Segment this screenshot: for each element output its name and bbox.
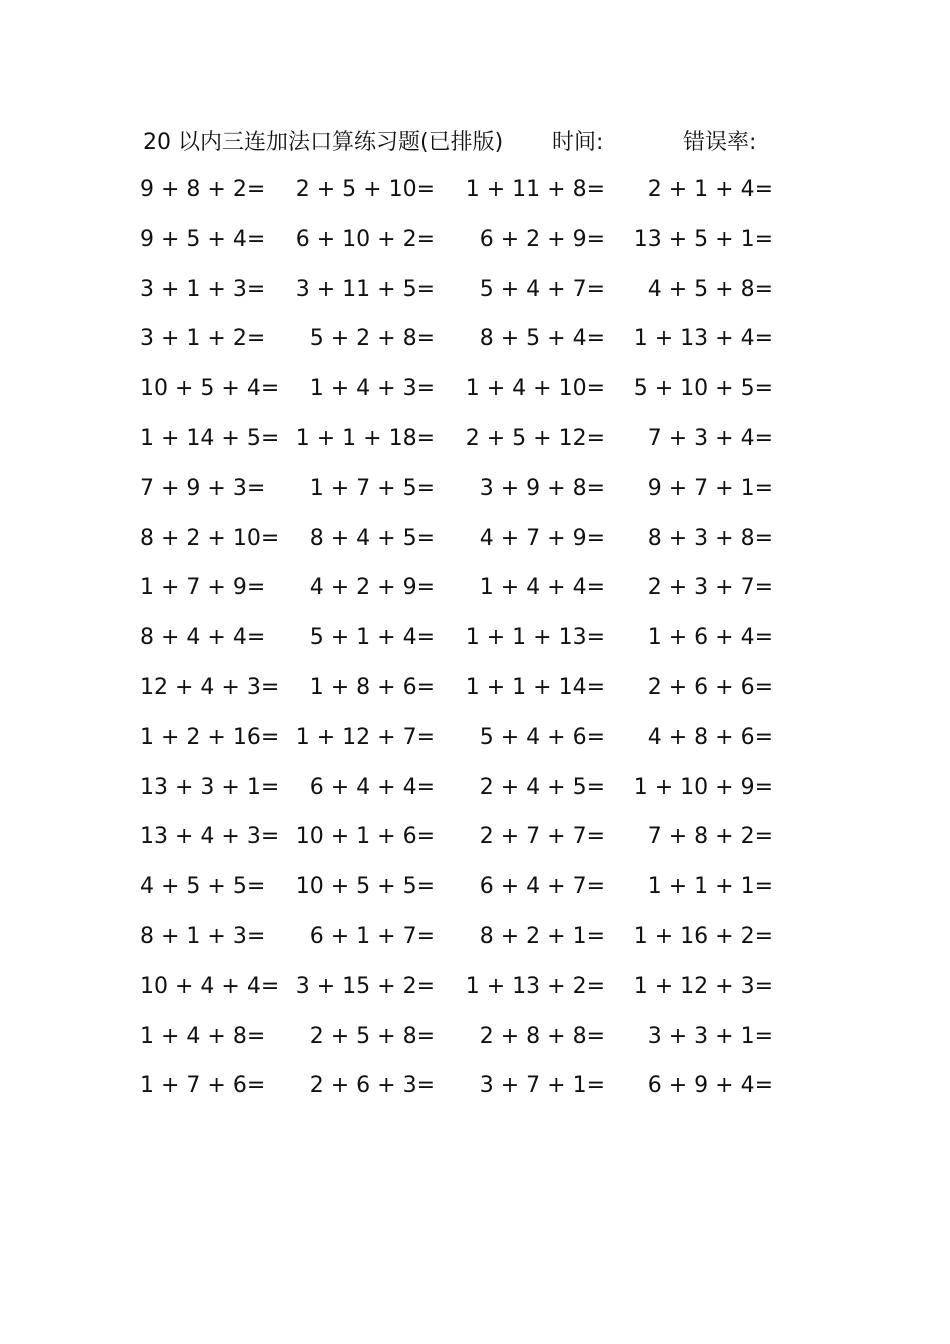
worksheet-title: 20 以内三连加法口算练习题(已排版): [143, 130, 504, 155]
problem-item: 9 + 7 + 1=: [647, 475, 773, 501]
problem-item: 6 + 9 + 4=: [647, 1073, 773, 1099]
problem-item: 2 + 6 + 3=: [309, 1073, 435, 1099]
problem-item: 1 + 4 + 8=: [140, 1023, 266, 1049]
problem-item: 1 + 2 + 16=: [140, 724, 280, 750]
problem-item: 2 + 6 + 6=: [647, 674, 773, 700]
problem-item: 1 + 10 + 9=: [633, 774, 773, 800]
problem-item: 6 + 1 + 7=: [309, 923, 435, 949]
problem-item: 10 + 5 + 4=: [140, 376, 280, 402]
problem-item: 5 + 2 + 8=: [309, 326, 435, 352]
problem-item: 8 + 4 + 4=: [140, 625, 266, 651]
problem-item: 2 + 3 + 7=: [647, 575, 773, 601]
problem-item: 5 + 1 + 4=: [309, 625, 435, 651]
problem-item: 1 + 11 + 8=: [465, 177, 605, 202]
problem-item: 4 + 5 + 8=: [647, 276, 773, 302]
problem-row: [140, 521, 780, 571]
problem-item: 8 + 4 + 5=: [309, 525, 435, 551]
problem-item: 3 + 3 + 1=: [647, 1023, 773, 1049]
problem-item: 4 + 2 + 9=: [309, 575, 435, 601]
problem-item: 13 + 4 + 3=: [140, 824, 280, 850]
problem-item: 3 + 11 + 5=: [295, 276, 435, 302]
problem-item: 1 + 7 + 5=: [309, 475, 435, 501]
problem-item: 4 + 8 + 6=: [647, 724, 773, 750]
problem-item: 1 + 8 + 6=: [309, 674, 435, 700]
problem-row: [140, 1019, 780, 1069]
problem-row: [140, 172, 780, 222]
problem-item: 7 + 3 + 4=: [647, 425, 773, 451]
problem-item: 2 + 4 + 5=: [479, 774, 605, 800]
problem-item: 1 + 12 + 7=: [295, 724, 435, 750]
problem-item: 3 + 1 + 2=: [140, 326, 266, 352]
problem-item: 3 + 7 + 1=: [479, 1073, 605, 1099]
problem-item: 2 + 8 + 8=: [479, 1023, 605, 1049]
problem-item: 2 + 5 + 8=: [309, 1023, 435, 1049]
problem-item: 5 + 10 + 5=: [633, 376, 773, 402]
problem-row: [140, 570, 780, 620]
problem-item: 3 + 9 + 8=: [479, 475, 605, 501]
problem-item: 1 + 7 + 6=: [140, 1073, 266, 1099]
problem-item: 8 + 2 + 10=: [140, 525, 280, 551]
problem-item: 1 + 4 + 4=: [479, 575, 605, 601]
problem-row: [140, 620, 780, 670]
problem-item: 2 + 5 + 10=: [295, 177, 435, 202]
problem-item: 1 + 14 + 5=: [140, 425, 280, 451]
problem-item: 3 + 15 + 2=: [295, 973, 435, 999]
problem-item: 1 + 1 + 18=: [295, 425, 435, 451]
problem-item: 10 + 1 + 6=: [295, 824, 435, 850]
problem-row: [140, 869, 780, 919]
problem-item: 1 + 13 + 2=: [465, 973, 605, 999]
problem-item: 6 + 4 + 4=: [309, 774, 435, 800]
problem-item: 5 + 4 + 7=: [479, 276, 605, 302]
problem-row: [140, 321, 780, 371]
problem-item: 12 + 4 + 3=: [140, 674, 280, 700]
problem-item: 1 + 1 + 13=: [465, 625, 605, 651]
problem-item: 8 + 3 + 8=: [647, 525, 773, 551]
problem-item: 10 + 4 + 4=: [140, 973, 280, 999]
problem-item: 6 + 4 + 7=: [479, 874, 605, 900]
problem-item: 10 + 5 + 5=: [295, 874, 435, 900]
problem-item: 7 + 9 + 3=: [140, 475, 266, 501]
problem-item: 6 + 2 + 9=: [479, 226, 605, 252]
problem-item: 2 + 1 + 4=: [647, 177, 773, 202]
problem-row: [140, 720, 780, 770]
problem-item: 4 + 5 + 5=: [140, 874, 266, 900]
problem-item: 2 + 7 + 7=: [479, 824, 605, 850]
problem-item: 9 + 8 + 2=: [140, 177, 266, 202]
problem-row: [140, 770, 780, 820]
problem-item: 1 + 7 + 9=: [140, 575, 266, 601]
problem-item: 1 + 13 + 4=: [633, 326, 773, 352]
problem-row: [140, 670, 780, 720]
problem-row: [140, 471, 780, 521]
error-rate-label: 错误率:: [683, 130, 757, 155]
problem-row: [140, 272, 780, 322]
problem-grid: [140, 172, 780, 1118]
problem-item: 8 + 5 + 4=: [479, 326, 605, 352]
problem-item: 1 + 4 + 3=: [309, 376, 435, 402]
problem-item: 1 + 4 + 10=: [465, 376, 605, 402]
problem-item: 1 + 1 + 1=: [647, 874, 773, 900]
problem-item: 8 + 2 + 1=: [479, 923, 605, 949]
problem-item: 13 + 5 + 1=: [633, 226, 773, 252]
problem-item: 3 + 1 + 3=: [140, 276, 266, 302]
time-label: 时间:: [552, 130, 604, 155]
problem-item: 7 + 8 + 2=: [647, 824, 773, 850]
problem-item: 8 + 1 + 3=: [140, 923, 266, 949]
problem-item: 1 + 1 + 14=: [465, 674, 605, 700]
problem-row: [140, 222, 780, 272]
problem-item: 13 + 3 + 1=: [140, 774, 280, 800]
problem-item: 1 + 12 + 3=: [633, 973, 773, 999]
problem-item: 1 + 16 + 2=: [633, 923, 773, 949]
problem-row: [140, 1068, 780, 1118]
problem-row: [140, 421, 780, 471]
problem-row: [140, 919, 780, 969]
problem-row: [140, 371, 780, 421]
problem-item: 4 + 7 + 9=: [479, 525, 605, 551]
problem-row: [140, 969, 780, 1019]
problem-item: 6 + 10 + 2=: [295, 226, 435, 252]
worksheet-header: [143, 126, 783, 160]
problem-item: 1 + 6 + 4=: [647, 625, 773, 651]
problem-item: 9 + 5 + 4=: [140, 226, 266, 252]
problem-item: 2 + 5 + 12=: [465, 425, 605, 451]
problem-row: [140, 819, 780, 869]
problem-item: 5 + 4 + 6=: [479, 724, 605, 750]
